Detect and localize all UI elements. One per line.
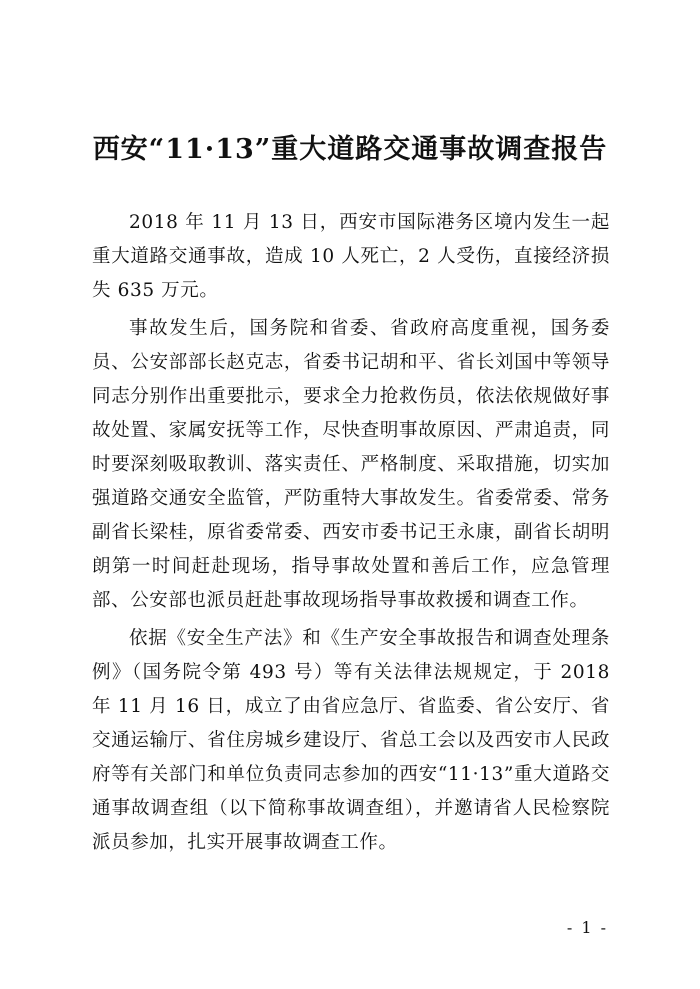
document-body — [92, 206, 610, 864]
paragraph-investigation: 依据《安全生产法》和《生产安全事故报告和调查处理条例》（国务院令第 493 号）等有关法律法规规定，于 2018 年 11 月 16 日，成立了由省应急厅、省监委、省公安厅、省交通运输厅、省住房城乡建设厅、省总工会以及西安市人民政府等有关部门和单位负责同志参加的西安“11·13”重大道路交通事故调查组（以下简称事故调查组），并邀请省人民检察院派员参加，扎实开展事故调查工作。 — [92, 628, 610, 853]
paragraph-accident-summary: 2018 年 11 月 13 日，西安市国际港务区境内发生一起重大道路交通事故，造成 10 人死亡，2 人受伤，直接经济损失 635 万元。 — [92, 212, 610, 301]
page-number: - 1 - — [566, 918, 608, 937]
paragraph-response: 事故发生后，国务院和省委、省政府高度重视，国务委员、公安部部长赵克志，省委书记胡和平、省长刘国中等领导同志分别作出重要批示，要求全力抢救伤员，依法依规做好事故处置、家属安抚等工作，尽快查明事故原因、严肃追责，同时要深刻吸取教训、落实责任、严格制度、采取措施，切实加强道路交通安全监管，严防重特大事故发生。省委常委、常务副省长梁桂，原省委常委、西安市委书记王永康，副省长胡明朗第一时间赶赴现场，指导事故处置和善后工作，应急管理部、公安部也派员赶赴事故现场指导事故救援和调查工作。 — [92, 318, 610, 611]
document-title: 西安“11·13”重大道路交通事故调查报告 — [92, 134, 608, 165]
